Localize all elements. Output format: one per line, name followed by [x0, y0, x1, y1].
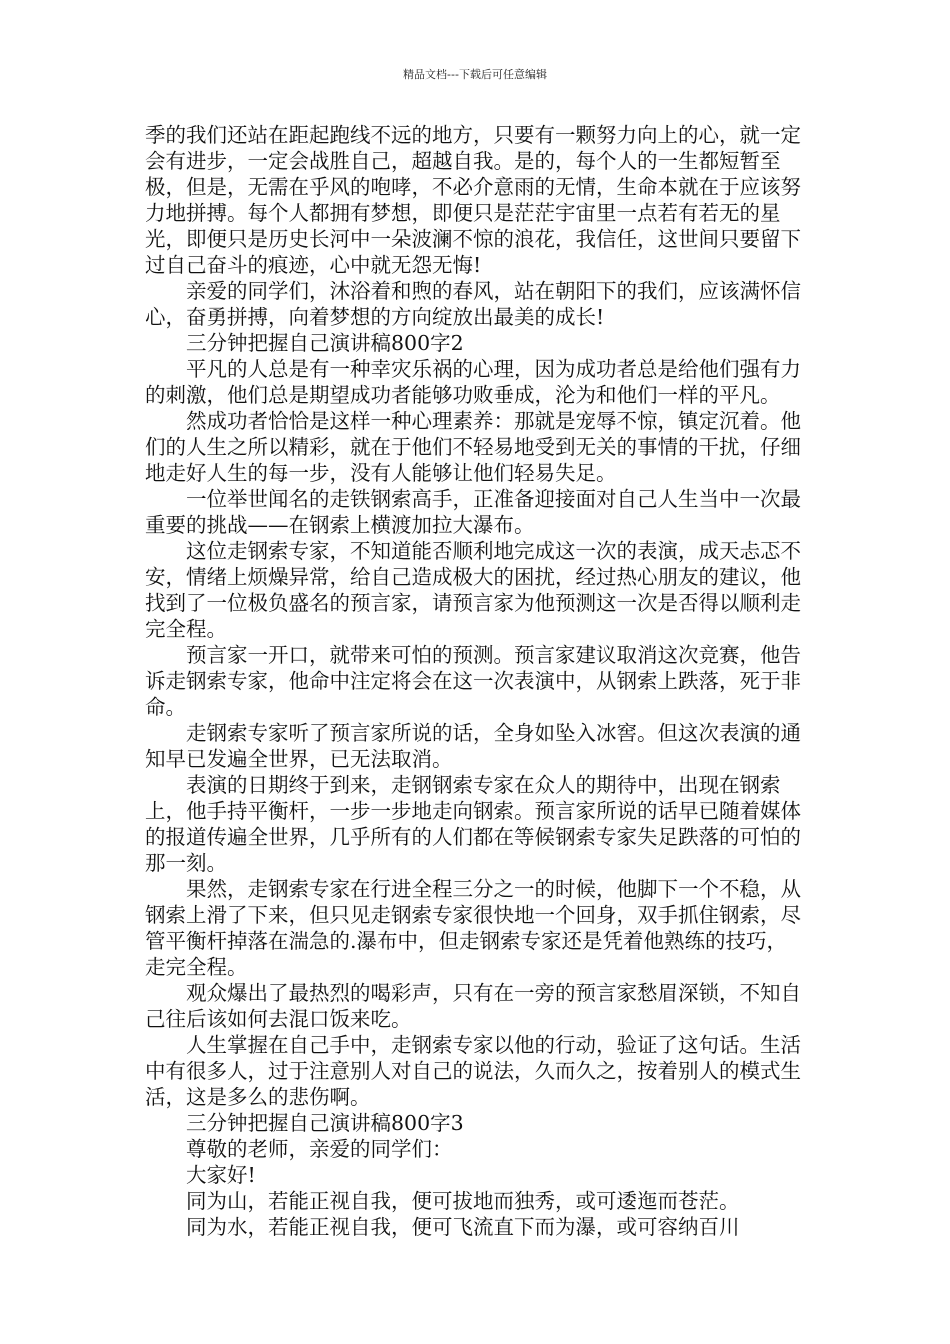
paragraph: 三分钟把握自己演讲稿800字3 — [186, 1111, 464, 1135]
paragraph: 走钢索专家听了预言家所说的话，全身如坠入冰窖。但这次表演的通知早已发遍全世界，已无法取消。 — [145, 721, 801, 771]
paragraph: 观众爆出了最热烈的喝彩声，只有在一旁的预言家愁眉深锁，不知自己往后该如何去混口饭来吃。 — [145, 981, 801, 1031]
paragraph: 一位举世闻名的走铁钢索高手，正准备迎接面对自己人生当中一次最重要的挑战——在钢索上横渡加拉大瀑布。 — [145, 487, 801, 537]
paragraph: 然成功者恰恰是这样一种心理素养：那就是宠辱不惊，镇定沉着。他们的人生之所以精彩，就在于他们不轻易地受到无关的事情的干扰，仔细地走好人生的每一步，没有人能够让他们轻易失足。 — [145, 409, 801, 485]
page-header: 精品文档---下载后可任意编辑 — [403, 68, 547, 81]
document-body — [145, 122, 805, 1240]
paragraph: 果然，走钢索专家在行进全程三分之一的时候，他脚下一个不稳，从钢索上滑了下来，但只见走钢索专家很快地一个回身，双手抓住钢索，尽管平衡杆掉落在湍急的.瀑布中，但走钢索专家还是凭着他熟练的技巧，走完全程。 — [145, 877, 801, 979]
paragraph: 大家好! — [186, 1163, 256, 1187]
paragraph: 三分钟把握自己演讲稿800字2 — [186, 331, 464, 355]
paragraph: 平凡的人总是有一种幸灾乐祸的心理，因为成功者总是给他们强有力的刺激，他们总是期望成功者能够功败垂成，沦为和他们一样的平凡。 — [145, 357, 801, 407]
paragraph: 同为山，若能正视自我，便可拔地而独秀，或可逶迤而苍茫。 — [186, 1189, 740, 1213]
paragraph: 季的我们还站在距起跑线不远的地方，只要有一颗努力向上的心，就一定会有进步，一定会战胜自己，超越自我。是的，每个人的一生都短暂至极，但是，无需在乎风的咆哮，不必介意雨的无情，生命本就在于应该努力地拼搏。每个人都拥有梦想，即便只是茫茫宇宙里一点若有若无的星光，即便只是历史长河中一朵波澜不惊的浪花，我信任，这世间只要留下过自己奋斗的痕迹，心中就无怨无悔! — [145, 123, 801, 277]
paragraph: 预言家一开口，就带来可怕的预测。预言家建议取消这次竞赛，他告诉走钢索专家，他命中注定将会在这一次表演中，从钢索上跌落，死于非命。 — [145, 643, 801, 719]
paragraph: 这位走钢索专家，不知道能否顺利地完成这一次的表演，成天忐忑不安，情绪上烦燥异常，给自己造成极大的困扰，经过热心朋友的建议，他找到了一位极负盛名的预言家，请预言家为他预测这一次是否得以顺利走完全程。 — [145, 539, 801, 641]
paragraph: 同为水，若能正视自我，便可飞流直下而为瀑，或可容纳百川 — [186, 1215, 740, 1239]
paragraph: 表演的日期终于到来，走钢钢索专家在众人的期待中，出现在钢索上，他手持平衡杆，一步一步地走向钢索。预言家所说的话早已随着媒体的报道传遍全世界，几乎所有的人们都在等候钢索专家失足跌落的可怕的那一刻。 — [145, 773, 801, 875]
paragraph: 亲爱的同学们，沐浴着和煦的春风，站在朝阳下的我们，应该满怀信心，奋勇拼搏，向着梦想的方向绽放出最美的成长! — [145, 279, 801, 329]
paragraph: 尊敬的老师，亲爱的同学们： — [186, 1137, 453, 1161]
paragraph: 人生掌握在自己手中，走钢索专家以他的行动，验证了这句话。生活中有很多人，过于注意别人对自己的说法，久而久之，按着别人的模式生活，这是多么的悲伤啊。 — [145, 1033, 801, 1109]
